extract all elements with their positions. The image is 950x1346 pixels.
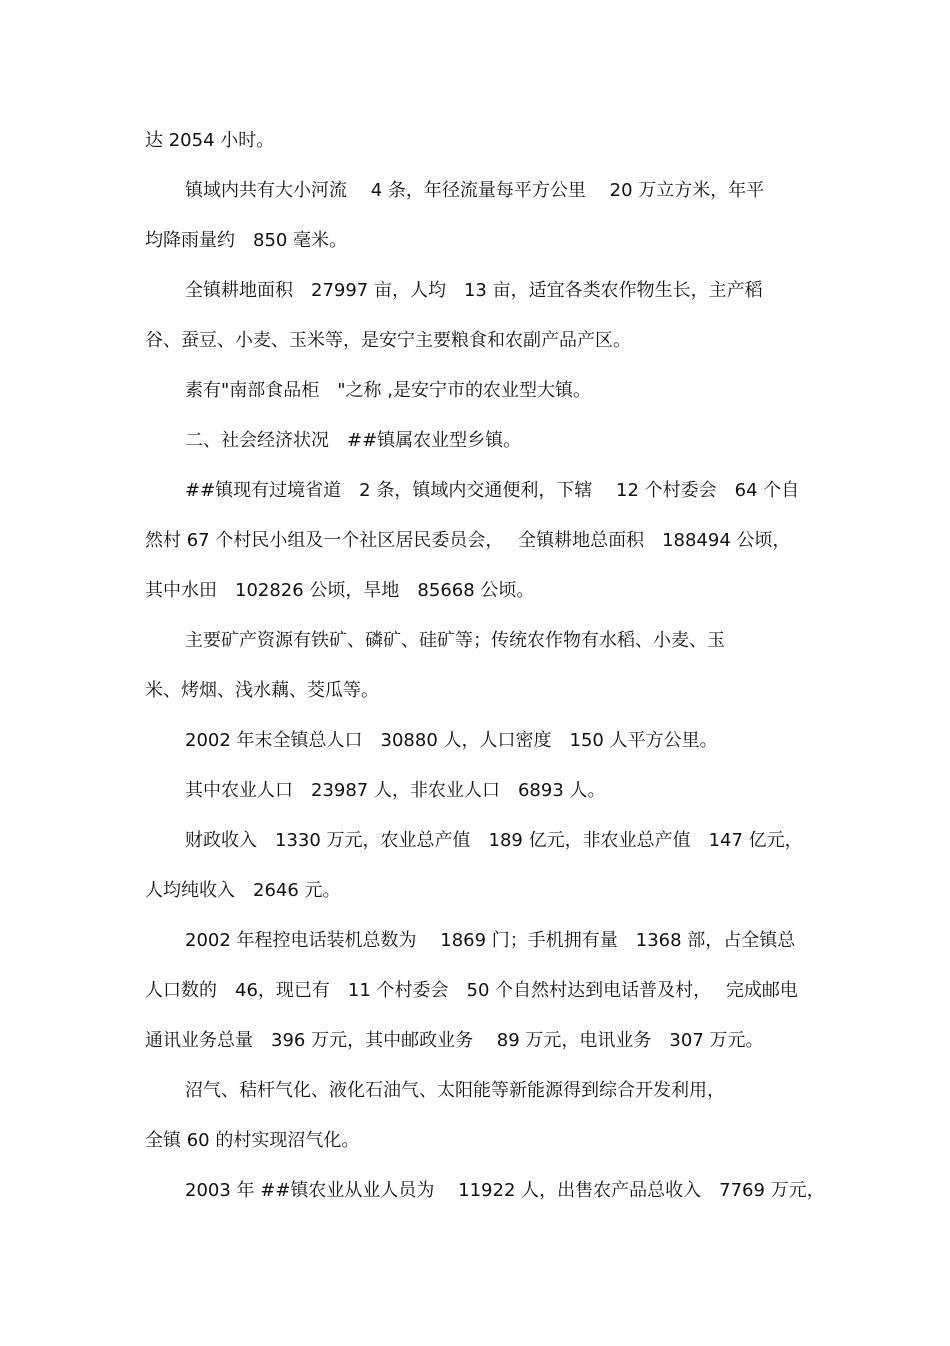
text-line: 人口数的 46，现已有 11 个村委会 50 个自然村达到电话普及村， 完成邮电 — [145, 980, 798, 1001]
text-line: 主要矿产资源有铁矿、磷矿、硅矿等；传统农作物有水稻、小麦、玉 — [185, 630, 725, 651]
text-line: 米、烤烟、浅水藕、茭瓜等。 — [145, 680, 379, 701]
text-line: 谷、蚕豆、小麦、玉米等，是安宁主要粮食和农副产品产区。 — [145, 330, 631, 351]
text-line: 素有"南部食品柜 "之称 ,是安宁市的农业型大镇。 — [185, 380, 591, 401]
text-line: 均降雨量约 850 毫米。 — [145, 230, 348, 251]
text-line: 全镇 60 的村实现沼气化。 — [145, 1130, 360, 1151]
text-line: 镇域内共有大小河流 4 条，年径流量每平方公里 20 万立方米，年平 — [185, 180, 765, 201]
text-line: 2003 年 ##镇农业从业人员为 11922 人，出售农产品总收入 7769 万元， — [185, 1180, 825, 1201]
text-line: 2002 年末全镇总人口 30880 人，人口密度 150 人平方公里。 — [185, 730, 718, 751]
text-line: 其中农业人口 23987 人，非农业人口 6893 人。 — [185, 780, 606, 801]
text-line: 沼气、秸杆气化、液化石油气、太阳能等新能源得到综合开发利用， — [185, 1080, 725, 1101]
text-line: 达 2054 小时。 — [145, 130, 275, 151]
text-line: ##镇现有过境省道 2 条，镇域内交通便利，下辖 12 个村委会 64 个自 — [185, 480, 800, 501]
text-line: 全镇耕地面积 27997 亩，人均 13 亩，适宜各类农作物生长，主产稻 — [185, 280, 763, 301]
text-line: 然村 67 个村民小组及一个社区居民委员会， 全镇耕地总面积 188494 公顷， — [145, 530, 791, 551]
text-line: 通讯业务总量 396 万元，其中邮政业务 89 万元，电讯业务 307 万元。 — [145, 1030, 764, 1051]
text-line: 二、社会经济状况 ##镇属农业型乡镇。 — [185, 430, 522, 451]
text-line: 2002 年程控电话装机总数为 1869 门；手机拥有量 1368 部，占全镇总 — [185, 930, 796, 951]
text-line: 财政收入 1330 万元，农业总产值 189 亿元，非农业总产值 147 亿元， — [185, 830, 803, 851]
text-line: 其中水田 102826 公顷，旱地 85668 公顷。 — [145, 580, 535, 601]
text-line: 人均纯收入 2646 元。 — [145, 880, 341, 901]
